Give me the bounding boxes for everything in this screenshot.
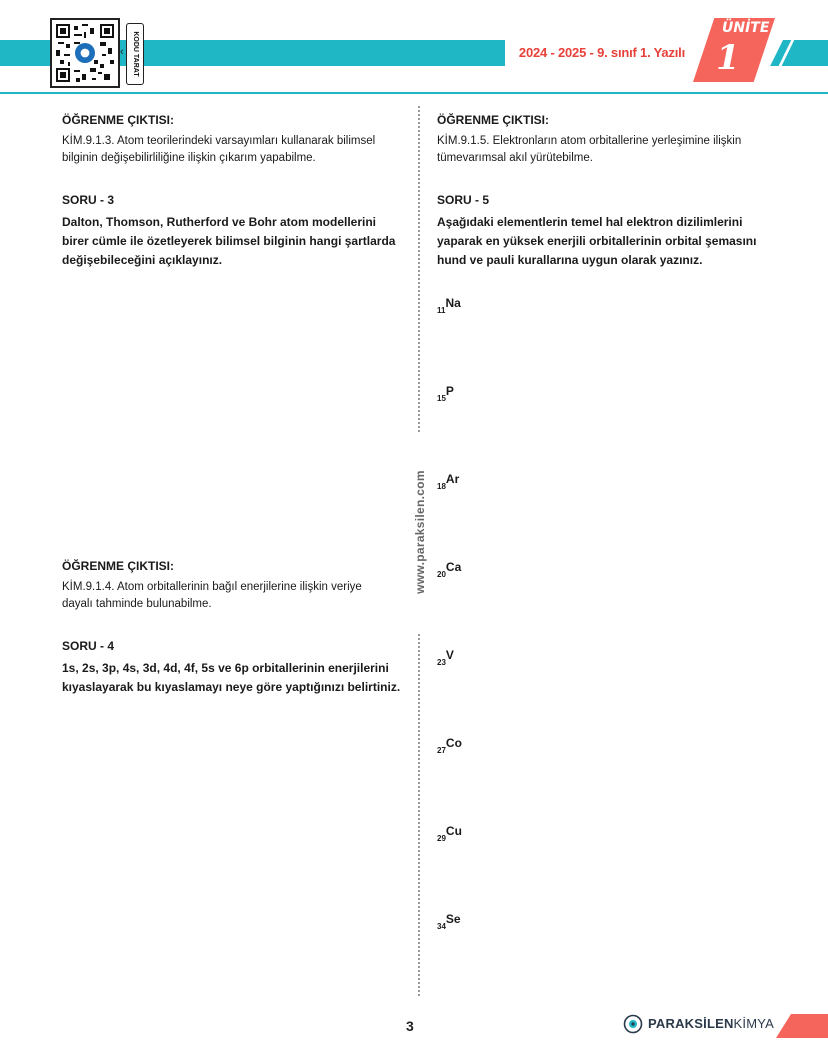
element-item [437, 472, 460, 492]
element-item [437, 736, 462, 756]
element-item [437, 912, 461, 932]
unit-number: 1 [716, 38, 740, 78]
scan-code-label: KODU TARAT [132, 31, 139, 77]
question-text: hund ve pauli kurallarına uygun olarak yazınız. [437, 253, 703, 267]
outcome-text: dayalı tahminde bulunabilme. [62, 598, 212, 610]
element-symbol: Co [445, 736, 462, 750]
atomic-number: 34 [437, 922, 446, 932]
element-item [437, 384, 454, 404]
atomic-number: 27 [437, 746, 446, 756]
element-item [437, 648, 454, 668]
outcome-text: KİM.9.1.3. Atom teorilerindeki varsayımları kullanarak bilimsel [62, 135, 376, 147]
question-text: 1s, 2s, 3p, 4s, 3d, 4d, 4f, 5s ve 6p orbitallerinin enerjilerini [62, 661, 389, 675]
outcome-text: KİM.9.1.5. Elektronların atom orbitallerine yerleşimine ilişkin [437, 135, 742, 147]
question-text: Dalton, Thomson, Rutherford ve Bohr atom modellerini [62, 215, 377, 229]
element-item [437, 296, 461, 316]
header-rule [0, 92, 828, 94]
footer-accent [776, 1014, 828, 1038]
question-text: birer cümle ile özetleyerek bilimsel bilginin hangi şartlarda [62, 234, 396, 248]
website-watermark: www.paraksilen.com [412, 432, 428, 632]
brand-name [648, 1016, 774, 1031]
unit-label: ÜNİTE [722, 20, 770, 36]
brand-name-bold: PARAKSİLEN [648, 1016, 734, 1031]
outcome-label: ÖĞRENME ÇIKTISI: [62, 559, 175, 573]
element-symbol: Ar [445, 472, 460, 486]
qr-code-icon[interactable] [56, 24, 114, 82]
question-title: SORU - 4 [62, 639, 115, 653]
outcome-label: ÖĞRENME ÇIKTISI: [62, 113, 175, 127]
atomic-number: 23 [437, 658, 446, 668]
element-symbol: Se [445, 912, 461, 926]
element-symbol: Na [445, 296, 461, 310]
question-text: Aşağıdaki elementlerin temel hal elektron dizilimlerini [437, 215, 743, 229]
element-item [437, 560, 462, 580]
atomic-number: 11 [437, 306, 446, 316]
page-number: 3 [406, 1018, 414, 1034]
element-symbol: V [445, 648, 454, 662]
outcome-label: ÖĞRENME ÇIKTISI: [437, 113, 550, 127]
element-item [437, 824, 462, 844]
question-text: yaparak en yüksek enerjili orbitallerinin orbital şemasını [437, 234, 757, 248]
element-symbol: Ca [445, 560, 462, 574]
chevron-left-icon: ‹ [120, 46, 124, 58]
outcome-text: tümevarımsal akıl yürütebilme. [437, 152, 593, 164]
atomic-number: 15 [437, 394, 446, 404]
element-symbol: P [445, 384, 454, 398]
question-text: kıyaslayarak bu kıyaslamayı neye göre yaptığınızı belirtiniz. [62, 680, 401, 694]
atomic-number: 18 [437, 482, 446, 492]
atomic-number: 20 [437, 570, 446, 580]
brand-name-light: KİMYA [733, 1016, 775, 1031]
element-symbol: Cu [445, 824, 462, 838]
atom-logo-icon [623, 1014, 643, 1034]
outcome-text: KİM.9.1.4. Atom orbitallerinin bağıl enerjilerine ilişkin veriye [62, 581, 362, 593]
question-text: değişebileceğini açıklayınız. [62, 253, 223, 267]
question-title: SORU - 3 [62, 193, 115, 207]
exam-year-title: 2024 - 2025 - 9. sınıf 1. Yazılı [518, 45, 685, 60]
outcome-text: bilginin değişebilirliliğine ilişkin çıkarım yapabilme. [62, 152, 316, 164]
atomic-number: 29 [437, 834, 446, 844]
question-title: SORU - 5 [437, 193, 490, 207]
